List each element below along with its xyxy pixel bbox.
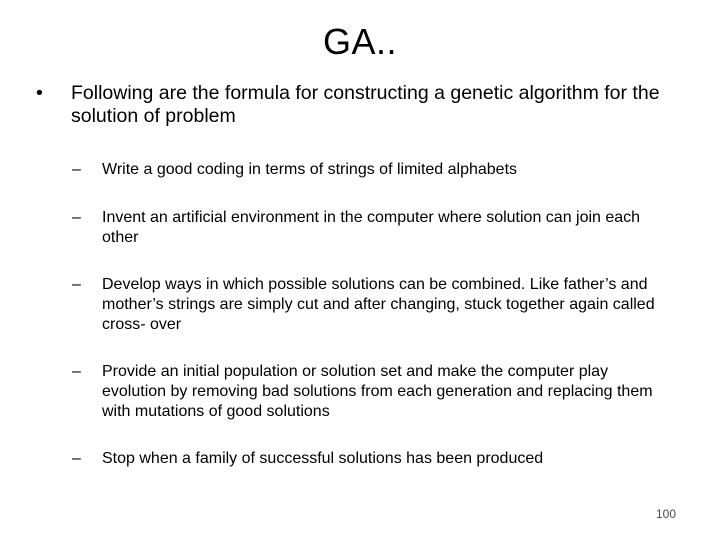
sub-bullet-coding bbox=[72, 160, 672, 180]
slide-title: GA.. bbox=[322, 21, 398, 62]
main-bullet-text: Following are the formula for constructing a genetic algorithm for the solution of problem bbox=[71, 82, 660, 127]
sub-bullet-crossover bbox=[72, 275, 672, 335]
sub-bullet-population bbox=[72, 362, 672, 422]
dash-marker: – bbox=[72, 363, 81, 380]
page-number: 100 bbox=[655, 507, 676, 521]
sub-bullet-text: Stop when a family of successful solutions has been produced bbox=[102, 450, 544, 467]
sub-bullet-text: Provide an initial population or solution set and make the computer play evolution by removing bad solutions from each generation and replacing them with mutations of good solutions bbox=[102, 363, 653, 420]
sub-bullet-text: Write a good coding in terms of strings of limited alphabets bbox=[102, 161, 518, 178]
dash-marker: – bbox=[72, 276, 81, 293]
dash-marker: – bbox=[72, 450, 81, 467]
sub-bullet-stop bbox=[72, 449, 672, 469]
sub-bullet-text: Develop ways in which possible solutions can be combined. Like father’s and mother’s strings are simply cut and after changing, stuck together again called cross- over bbox=[102, 276, 655, 333]
main-bullet bbox=[36, 82, 696, 128]
dash-marker: – bbox=[72, 209, 81, 226]
dash-marker: – bbox=[72, 161, 81, 178]
sub-bullet-text: Invent an artificial environment in the computer where solution can join each other bbox=[102, 209, 641, 246]
sub-bullet-environment bbox=[72, 208, 672, 248]
bullet-marker: • bbox=[36, 82, 43, 104]
